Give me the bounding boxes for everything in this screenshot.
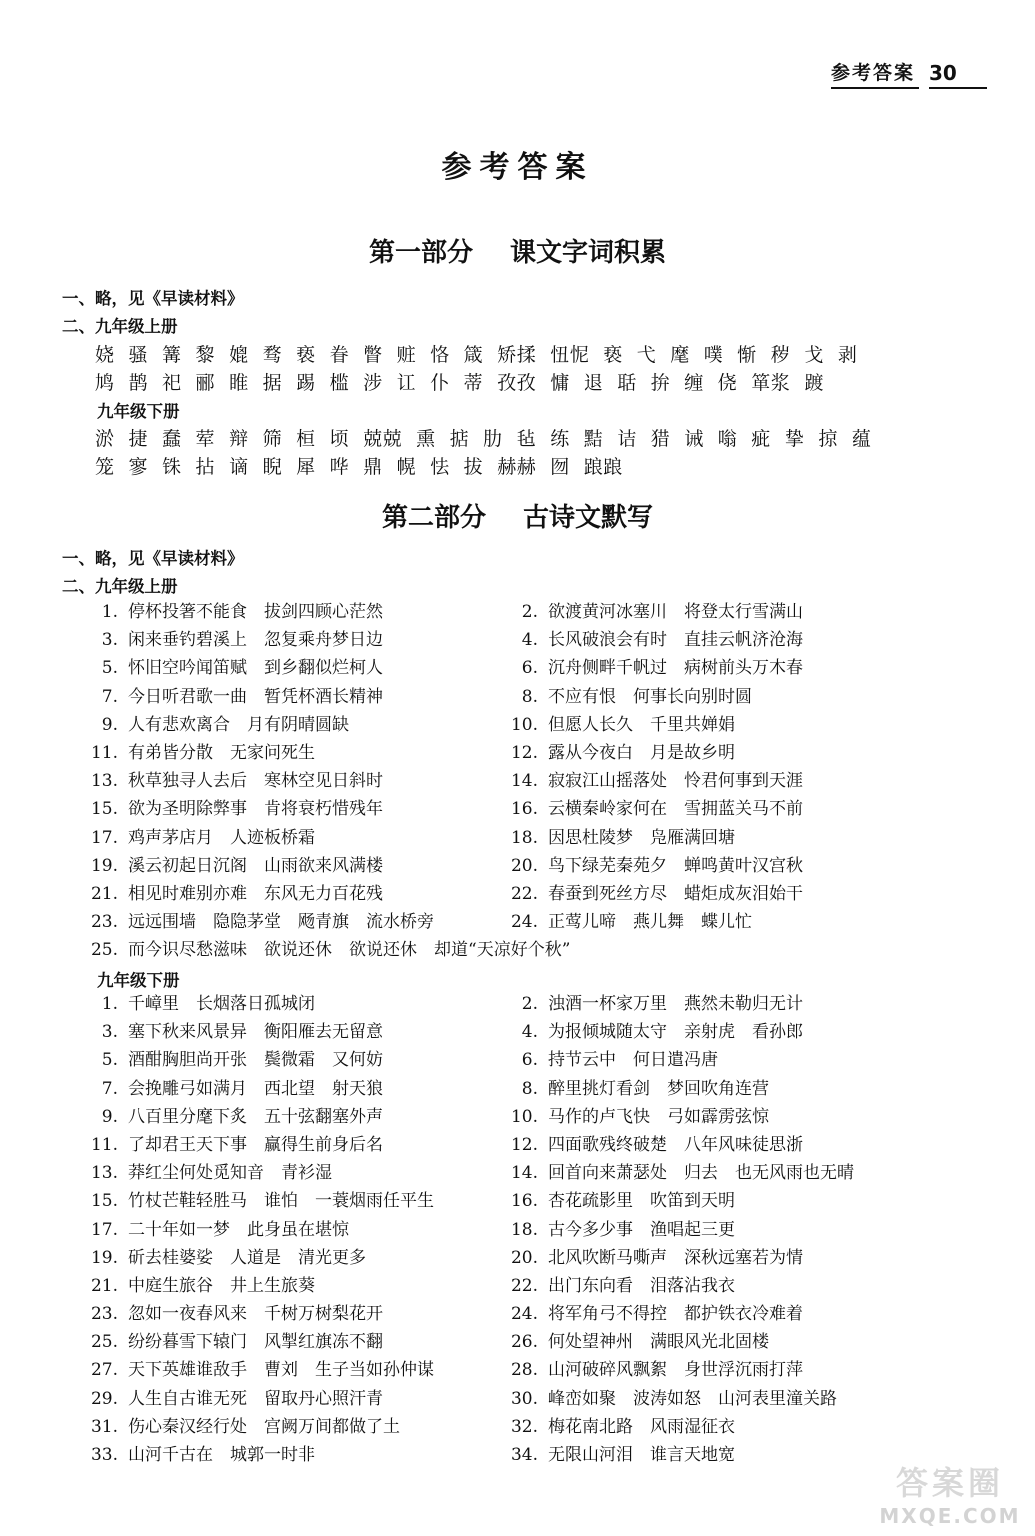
answer-item bbox=[510, 626, 930, 654]
answer-text: 鸡声茅店月 人迹板桥霜 bbox=[128, 827, 315, 848]
vocab-word: 据 bbox=[262, 372, 283, 394]
vocab-word: 弋 bbox=[636, 344, 657, 366]
vocab-word: 辩 bbox=[229, 428, 249, 450]
answer-number: 13. bbox=[90, 1163, 118, 1184]
answer-number: 25. bbox=[90, 1332, 118, 1353]
answer-number: 12. bbox=[510, 1134, 538, 1155]
answer-number: 33. bbox=[90, 1445, 118, 1465]
part1-item2: 二、九年级上册 bbox=[62, 317, 178, 336]
answer-item bbox=[510, 852, 930, 880]
vocab-word: 噗 bbox=[703, 344, 724, 366]
answer-number: 30. bbox=[510, 1388, 538, 1409]
answer-number: 23. bbox=[90, 912, 118, 933]
vocab-word: 掠 bbox=[818, 428, 838, 450]
answer-item bbox=[90, 1441, 510, 1469]
answer-text: 天下英雄谁敌手 曹刘 生子当如孙仲谋 bbox=[128, 1360, 434, 1381]
vocab-word: 郦 bbox=[195, 372, 216, 394]
answer-text: 中庭生旅谷 井上生旅葵 bbox=[128, 1275, 315, 1296]
word-line bbox=[95, 453, 975, 481]
watermark-logo: 答案圈 bbox=[895, 1464, 1004, 1502]
answer-item bbox=[90, 795, 510, 823]
answer-item bbox=[510, 654, 930, 682]
answer-item bbox=[510, 908, 930, 936]
vocab-word: 戈 bbox=[804, 344, 824, 366]
vocab-word: 肋 bbox=[483, 428, 503, 450]
answer-number: 9. bbox=[101, 714, 118, 735]
answer-text: 杏花疏影里 吹笛到天明 bbox=[548, 1191, 735, 1212]
answer-item bbox=[90, 1187, 510, 1215]
answer-text: 闲来垂钓碧溪上 忽复乘舟梦日边 bbox=[128, 630, 383, 651]
answer-text: 秋草独寻人去后 寒林空见日斜时 bbox=[128, 771, 383, 792]
answer-number: 12. bbox=[510, 742, 538, 763]
vocab-word: 恪 bbox=[430, 344, 450, 366]
answer-item bbox=[90, 908, 510, 936]
answer-text: 露从今夜白 月是故乡明 bbox=[548, 742, 735, 763]
answer-item bbox=[510, 683, 930, 711]
answer-number: 14. bbox=[510, 1163, 538, 1184]
answer-item bbox=[90, 880, 510, 908]
vocab-word: 铢 bbox=[162, 456, 182, 478]
answer-item bbox=[90, 1131, 510, 1159]
vocab-word: 槛 bbox=[329, 372, 350, 394]
vocab-word: 剥 bbox=[837, 344, 858, 366]
vocab-word: 缠 bbox=[684, 372, 704, 394]
answer-item bbox=[510, 767, 930, 795]
vocab-word: 鹊 bbox=[128, 372, 149, 394]
vocab-word: 黎 bbox=[195, 344, 216, 366]
vocab-word: 麾 bbox=[670, 344, 690, 366]
vocab-word: 瞥 bbox=[363, 344, 383, 366]
part2-title-b: 古诗文默写 bbox=[523, 503, 654, 533]
answer-number: 19. bbox=[90, 1247, 118, 1268]
answer-text: 莽红尘何处觅知音 青衫湿 bbox=[128, 1163, 332, 1184]
answer-text: 山河千古在 城郭一时非 bbox=[128, 1445, 315, 1465]
vocab-word: 疵 bbox=[751, 428, 771, 450]
answer-item bbox=[90, 683, 510, 711]
answer-number: 34. bbox=[510, 1445, 538, 1465]
vocab-word: 黠 bbox=[583, 428, 604, 450]
answer-item bbox=[90, 1159, 510, 1187]
answer-number: 15. bbox=[90, 799, 118, 820]
word-line bbox=[95, 341, 975, 369]
answer-number: 11. bbox=[90, 1134, 118, 1155]
vocab-word: 涉 bbox=[363, 372, 383, 394]
answer-item bbox=[90, 767, 510, 795]
part1-item1: 一、略，见《早读材料》 bbox=[62, 289, 244, 308]
watermark bbox=[875, 1458, 1025, 1528]
answer-number: 22. bbox=[510, 1275, 538, 1296]
answer-item bbox=[90, 1272, 510, 1300]
answer-item bbox=[90, 1216, 510, 1244]
answer-number: 7. bbox=[101, 1078, 118, 1099]
answer-item bbox=[510, 739, 930, 767]
answer-item bbox=[90, 1244, 510, 1272]
answer-number: 31. bbox=[90, 1416, 118, 1437]
answer-item bbox=[510, 1103, 930, 1131]
vocab-word: 嗡 bbox=[717, 428, 738, 450]
answer-text: 相见时难别亦难 东风无力百花残 bbox=[128, 883, 383, 904]
answer-text: 竹杖芒鞋轻胜马 谁怕 一蓑烟雨任平生 bbox=[128, 1191, 434, 1212]
vocab-word: 亵 bbox=[296, 344, 316, 366]
word-line bbox=[95, 369, 975, 397]
answer-text: 停杯投箸不能食 拔剑四顾心茫然 bbox=[128, 602, 383, 622]
answer-number: 4. bbox=[521, 630, 538, 651]
answer-item bbox=[510, 1413, 930, 1441]
answer-item bbox=[510, 1046, 930, 1074]
vocab-word: 荤 bbox=[195, 428, 216, 450]
page-number: 30 bbox=[929, 61, 987, 89]
answer-number: 11. bbox=[90, 742, 118, 763]
vocab-word: 睨 bbox=[262, 456, 283, 478]
answer-number: 29. bbox=[90, 1388, 118, 1409]
part2-item2: 二、九年级上册 bbox=[62, 577, 178, 596]
vocab-word: 赃 bbox=[396, 344, 417, 366]
answer-text: 怀旧空吟闻笛赋 到乡翻似烂柯人 bbox=[128, 658, 383, 679]
part1-title bbox=[0, 232, 1035, 269]
answer-text: 忽如一夜春风来 千树万树梨花开 bbox=[128, 1304, 383, 1325]
answer-item bbox=[90, 852, 510, 880]
answer-number: 16. bbox=[510, 1191, 538, 1212]
answer-text: 八百里分麾下炙 五十弦翻塞外声 bbox=[128, 1106, 383, 1127]
vocab-word: 忸怩 bbox=[550, 344, 590, 366]
vocab-word: 讧 bbox=[396, 372, 417, 394]
answer-number: 1. bbox=[101, 602, 118, 622]
part2-title-a: 第二部分 bbox=[381, 503, 486, 533]
answer-text: 纷纷暮雪下辕门 风掣红旗冻不翻 bbox=[128, 1332, 383, 1353]
answer-item bbox=[90, 654, 510, 682]
answer-item bbox=[90, 1328, 510, 1356]
answer-text: 长风破浪会有时 直挂云帆济沧海 bbox=[548, 630, 803, 651]
answer-text: 持节云中 何日遣冯唐 bbox=[548, 1050, 718, 1071]
vocab-word: 熏 bbox=[416, 428, 436, 450]
answer-item bbox=[90, 1413, 510, 1441]
answer-text: 无限山河泪 谁言天地宽 bbox=[548, 1445, 735, 1465]
answer-text: 千嶂里 长烟落日孤城闭 bbox=[128, 994, 315, 1014]
word-line bbox=[95, 425, 975, 453]
answer-number: 8. bbox=[521, 686, 538, 707]
answer-number: 17. bbox=[90, 1219, 118, 1240]
vocab-word: 兢兢 bbox=[363, 428, 403, 450]
answer-text: 会挽雕弓如满月 西北望 射天狼 bbox=[128, 1078, 383, 1099]
answer-number: 19. bbox=[90, 855, 118, 876]
vocab-word: 谪 bbox=[229, 456, 249, 478]
answer-text: 寂寂江山摇落处 怜君何事到天涯 bbox=[548, 771, 803, 792]
answer-item bbox=[90, 824, 510, 852]
answer-number: 21. bbox=[90, 883, 118, 904]
answer-item bbox=[510, 824, 930, 852]
part2-item1: 一、略，见《早读材料》 bbox=[62, 549, 244, 568]
answer-number: 5. bbox=[101, 658, 118, 679]
answer-number: 10. bbox=[510, 1106, 538, 1127]
answer-number: 32. bbox=[510, 1416, 538, 1437]
vocab-word: 桓 bbox=[296, 428, 316, 450]
vocab-word: 蕴 bbox=[851, 428, 872, 450]
answer-number: 3. bbox=[101, 1022, 118, 1043]
answer-item bbox=[90, 1300, 510, 1328]
part1-lower-label: 九年级下册 bbox=[97, 402, 180, 421]
answer-text: 远远围墙 隐隐茅堂 飏青旗 流水桥旁 bbox=[128, 912, 434, 933]
answer-number: 5. bbox=[101, 1050, 118, 1071]
answer-text: 将军角弓不得控 都护铁衣冷难着 bbox=[548, 1304, 803, 1325]
vocab-word: 媲 bbox=[229, 344, 249, 366]
answer-item bbox=[510, 1272, 930, 1300]
lower-answers bbox=[90, 990, 970, 1469]
answer-text: 二十年如一梦 此身虽在堪惊 bbox=[128, 1219, 349, 1240]
vocab-word: 拈 bbox=[195, 456, 216, 478]
page-title: 参考答案 bbox=[441, 150, 594, 185]
answer-item bbox=[90, 990, 510, 1018]
answer-item bbox=[510, 1441, 930, 1469]
answer-text: 欲渡黄河冰塞川 将登太行雪满山 bbox=[548, 602, 803, 622]
answer-number: 22. bbox=[510, 883, 538, 904]
part1-upper-words bbox=[95, 341, 975, 397]
vocab-word: 拚 bbox=[650, 372, 671, 394]
answer-item bbox=[510, 1385, 930, 1413]
answer-number: 8. bbox=[521, 1078, 538, 1099]
answer-number: 21. bbox=[90, 1275, 118, 1296]
vocab-word: 惭 bbox=[737, 344, 757, 366]
answer-text: 正莺儿啼 燕儿舞 蝶儿忙 bbox=[548, 912, 752, 933]
vocab-word: 怯 bbox=[430, 456, 450, 478]
answer-number: 23. bbox=[90, 1304, 118, 1325]
answer-text: 醉里挑灯看剑 梦回吹角连营 bbox=[548, 1078, 769, 1099]
answer-text: 而今识尽愁滋味 欲说还休 欲说还休 却道“天凉好个秋” bbox=[128, 940, 571, 961]
vocab-word: 哗 bbox=[329, 456, 350, 478]
vocab-word: 顷 bbox=[329, 428, 350, 450]
upper-answers bbox=[90, 598, 970, 964]
answer-item bbox=[90, 739, 510, 767]
answer-item bbox=[510, 1244, 930, 1272]
vocab-word: 拔 bbox=[463, 456, 484, 478]
answer-item bbox=[90, 1103, 510, 1131]
answer-text: 浊酒一杯家万里 燕然未勒归无计 bbox=[548, 994, 803, 1014]
answer-number: 4. bbox=[521, 1022, 538, 1043]
watermark-site: MXQE.COM bbox=[879, 1504, 1021, 1528]
vocab-word: 睢 bbox=[229, 372, 249, 394]
answer-text: 沉舟侧畔千帆过 病树前头万木春 bbox=[548, 658, 803, 679]
vocab-word: 箴 bbox=[463, 344, 484, 366]
vocab-word: 篝 bbox=[162, 344, 182, 366]
answer-text: 不应有恨 何事长向别时圆 bbox=[548, 686, 752, 707]
vocab-word: 踢 bbox=[296, 372, 316, 394]
vocab-word: 祀 bbox=[162, 372, 182, 394]
answer-text: 出门东向看 泪落沾我衣 bbox=[548, 1275, 735, 1296]
vocab-word: 诫 bbox=[684, 428, 704, 450]
answer-text: 北风吹断马嘶声 深秋远塞若为情 bbox=[548, 1247, 803, 1268]
answer-text: 人有悲欢离合 月有阴晴圆缺 bbox=[128, 714, 349, 735]
answer-text: 斫去桂婆娑 人道是 清光更多 bbox=[128, 1247, 366, 1268]
answer-item bbox=[510, 1075, 930, 1103]
answer-text: 梅花南北路 风雨湿征衣 bbox=[548, 1416, 735, 1437]
answer-item bbox=[510, 598, 930, 626]
answer-number: 24. bbox=[510, 912, 538, 933]
vocab-word: 亵 bbox=[603, 344, 623, 366]
vocab-word: 练 bbox=[550, 428, 570, 450]
part1-title-a: 第一部分 bbox=[368, 238, 473, 268]
part2-title bbox=[0, 497, 1035, 534]
vocab-word: 犀 bbox=[296, 456, 316, 478]
vocab-word: 踱 bbox=[804, 372, 824, 394]
answer-number: 20. bbox=[510, 1247, 538, 1268]
answer-text: 因思杜陵梦 凫雁满回塘 bbox=[548, 827, 735, 848]
answer-number: 10. bbox=[510, 714, 538, 735]
vocab-word: 蠢 bbox=[162, 428, 182, 450]
answer-text: 回首向来萧瑟处 归去 也无风雨也无晴 bbox=[548, 1163, 854, 1184]
answer-number: 18. bbox=[510, 827, 538, 848]
answer-number: 6. bbox=[521, 658, 538, 679]
vocab-word: 踉踉 bbox=[583, 456, 623, 478]
vocab-word: 退 bbox=[583, 372, 604, 394]
vocab-word: 箪浆 bbox=[751, 372, 791, 394]
answer-item bbox=[90, 936, 930, 964]
answer-number: 13. bbox=[90, 771, 118, 792]
vocab-word: 仆 bbox=[430, 372, 450, 394]
answer-item bbox=[90, 626, 510, 654]
answer-text: 四面歌残终破楚 八年风味徒思浙 bbox=[548, 1134, 803, 1155]
vocab-word: 寥 bbox=[128, 456, 149, 478]
answer-number: 17. bbox=[90, 827, 118, 848]
vocab-word: 赫赫 bbox=[497, 456, 537, 478]
answer-number: 28. bbox=[510, 1360, 538, 1381]
answer-text: 了却君王天下事 赢得生前身后名 bbox=[128, 1134, 383, 1155]
answer-number: 25. bbox=[90, 940, 118, 961]
answer-number: 15. bbox=[90, 1191, 118, 1212]
answer-text: 酒酣胸胆尚开张 鬓微霜 又何妨 bbox=[128, 1050, 383, 1071]
vocab-word: 聒 bbox=[617, 372, 637, 394]
vocab-word: 眷 bbox=[329, 344, 350, 366]
vocab-word: 毡 bbox=[516, 428, 537, 450]
answer-text: 春蚕到死丝方尽 蜡炬成灰泪始干 bbox=[548, 883, 803, 904]
answer-item bbox=[510, 1159, 930, 1187]
answer-item bbox=[90, 1356, 510, 1384]
answer-item bbox=[510, 1131, 930, 1159]
answer-item bbox=[510, 1328, 930, 1356]
answer-item bbox=[510, 711, 930, 739]
answer-item bbox=[510, 1216, 930, 1244]
vocab-word: 骚 bbox=[128, 344, 149, 366]
vocab-word: 矫揉 bbox=[497, 344, 537, 366]
answer-item bbox=[90, 1018, 510, 1046]
vocab-word: 幌 bbox=[396, 456, 417, 478]
answer-number: 6. bbox=[521, 1050, 538, 1071]
vocab-word: 猎 bbox=[650, 428, 671, 450]
answer-item bbox=[90, 711, 510, 739]
answer-text: 伤心秦汉经行处 宫阙万间都做了土 bbox=[128, 1416, 400, 1437]
part1-lower-words bbox=[95, 425, 975, 481]
answer-text: 塞下秋来风景异 衡阳雁去无留意 bbox=[128, 1022, 383, 1043]
answer-text: 有弟皆分散 无家问死生 bbox=[128, 742, 315, 763]
answer-item bbox=[510, 1187, 930, 1215]
answer-text: 鸟下绿芜秦苑夕 蝉鸣黄叶汉宫秋 bbox=[548, 855, 803, 876]
vocab-word: 娆 bbox=[95, 344, 115, 366]
answer-number: 18. bbox=[510, 1219, 538, 1240]
answer-text: 云横秦岭家何在 雪拥蓝关马不前 bbox=[548, 799, 803, 820]
vocab-word: 捷 bbox=[128, 428, 149, 450]
answer-item bbox=[510, 795, 930, 823]
vocab-word: 淤 bbox=[95, 428, 115, 450]
answer-text: 为报倾城随太守 亲射虎 看孙郎 bbox=[548, 1022, 803, 1043]
answer-number: 20. bbox=[510, 855, 538, 876]
answer-text: 古今多少事 渔唱起三更 bbox=[548, 1219, 735, 1240]
answer-number: 1. bbox=[101, 994, 118, 1014]
page-header bbox=[831, 58, 987, 89]
vocab-word: 鼎 bbox=[363, 456, 383, 478]
vocab-word: 侥 bbox=[717, 372, 738, 394]
answer-number: 9. bbox=[101, 1106, 118, 1127]
answer-text: 但愿人长久 千里共婵娟 bbox=[548, 714, 735, 735]
part2-lower-label: 九年级下册 bbox=[97, 971, 180, 990]
answer-item bbox=[90, 1046, 510, 1074]
answer-text: 马作的卢飞快 弓如霹雳弦惊 bbox=[548, 1106, 769, 1127]
vocab-word: 孜孜 bbox=[497, 372, 537, 394]
answer-number: 7. bbox=[101, 686, 118, 707]
answer-item bbox=[90, 1075, 510, 1103]
answer-text: 人生自古谁无死 留取丹心照汗青 bbox=[128, 1388, 383, 1409]
answer-item bbox=[90, 598, 510, 626]
answer-text: 欲为圣明除弊事 肯将衰朽惜残年 bbox=[128, 799, 383, 820]
vocab-word: 筛 bbox=[262, 428, 283, 450]
vocab-word: 鸠 bbox=[95, 372, 115, 394]
header-label: 参考答案 bbox=[831, 58, 919, 89]
answer-number: 14. bbox=[510, 771, 538, 792]
vocab-word: 囫 bbox=[550, 456, 570, 478]
vocab-word: 蒂 bbox=[463, 372, 484, 394]
vocab-word: 秽 bbox=[770, 344, 791, 366]
answer-item bbox=[510, 1300, 930, 1328]
answer-text: 山河破碎风飘絮 身世浮沉雨打萍 bbox=[548, 1360, 803, 1381]
part1-title-b: 课文字词积累 bbox=[510, 238, 667, 268]
vocab-word: 挚 bbox=[784, 428, 805, 450]
answer-text: 何处望神州 满眼风光北固楼 bbox=[548, 1332, 769, 1353]
answer-text: 溪云初起日沉阁 山雨欲来风满楼 bbox=[128, 855, 383, 876]
answer-number: 24. bbox=[510, 1304, 538, 1325]
answer-text: 峰峦如聚 波涛如怒 山河表里潼关路 bbox=[548, 1388, 837, 1409]
vocab-word: 骛 bbox=[262, 344, 283, 366]
vocab-word: 笼 bbox=[95, 456, 115, 478]
vocab-word: 掂 bbox=[449, 428, 470, 450]
answer-number: 3. bbox=[101, 630, 118, 651]
answer-item bbox=[90, 1385, 510, 1413]
answer-number: 16. bbox=[510, 799, 538, 820]
vocab-word: 诘 bbox=[617, 428, 637, 450]
answer-number: 2. bbox=[521, 994, 538, 1014]
answer-number: 27. bbox=[90, 1360, 118, 1381]
answer-number: 2. bbox=[521, 602, 538, 622]
answer-text: 今日听君歌一曲 暂凭杯酒长精神 bbox=[128, 686, 383, 707]
answer-item bbox=[510, 990, 930, 1018]
answer-item bbox=[510, 1018, 930, 1046]
answer-item bbox=[510, 1356, 930, 1384]
vocab-word: 慵 bbox=[550, 372, 570, 394]
answer-number: 26. bbox=[510, 1332, 538, 1353]
answer-item bbox=[510, 880, 930, 908]
